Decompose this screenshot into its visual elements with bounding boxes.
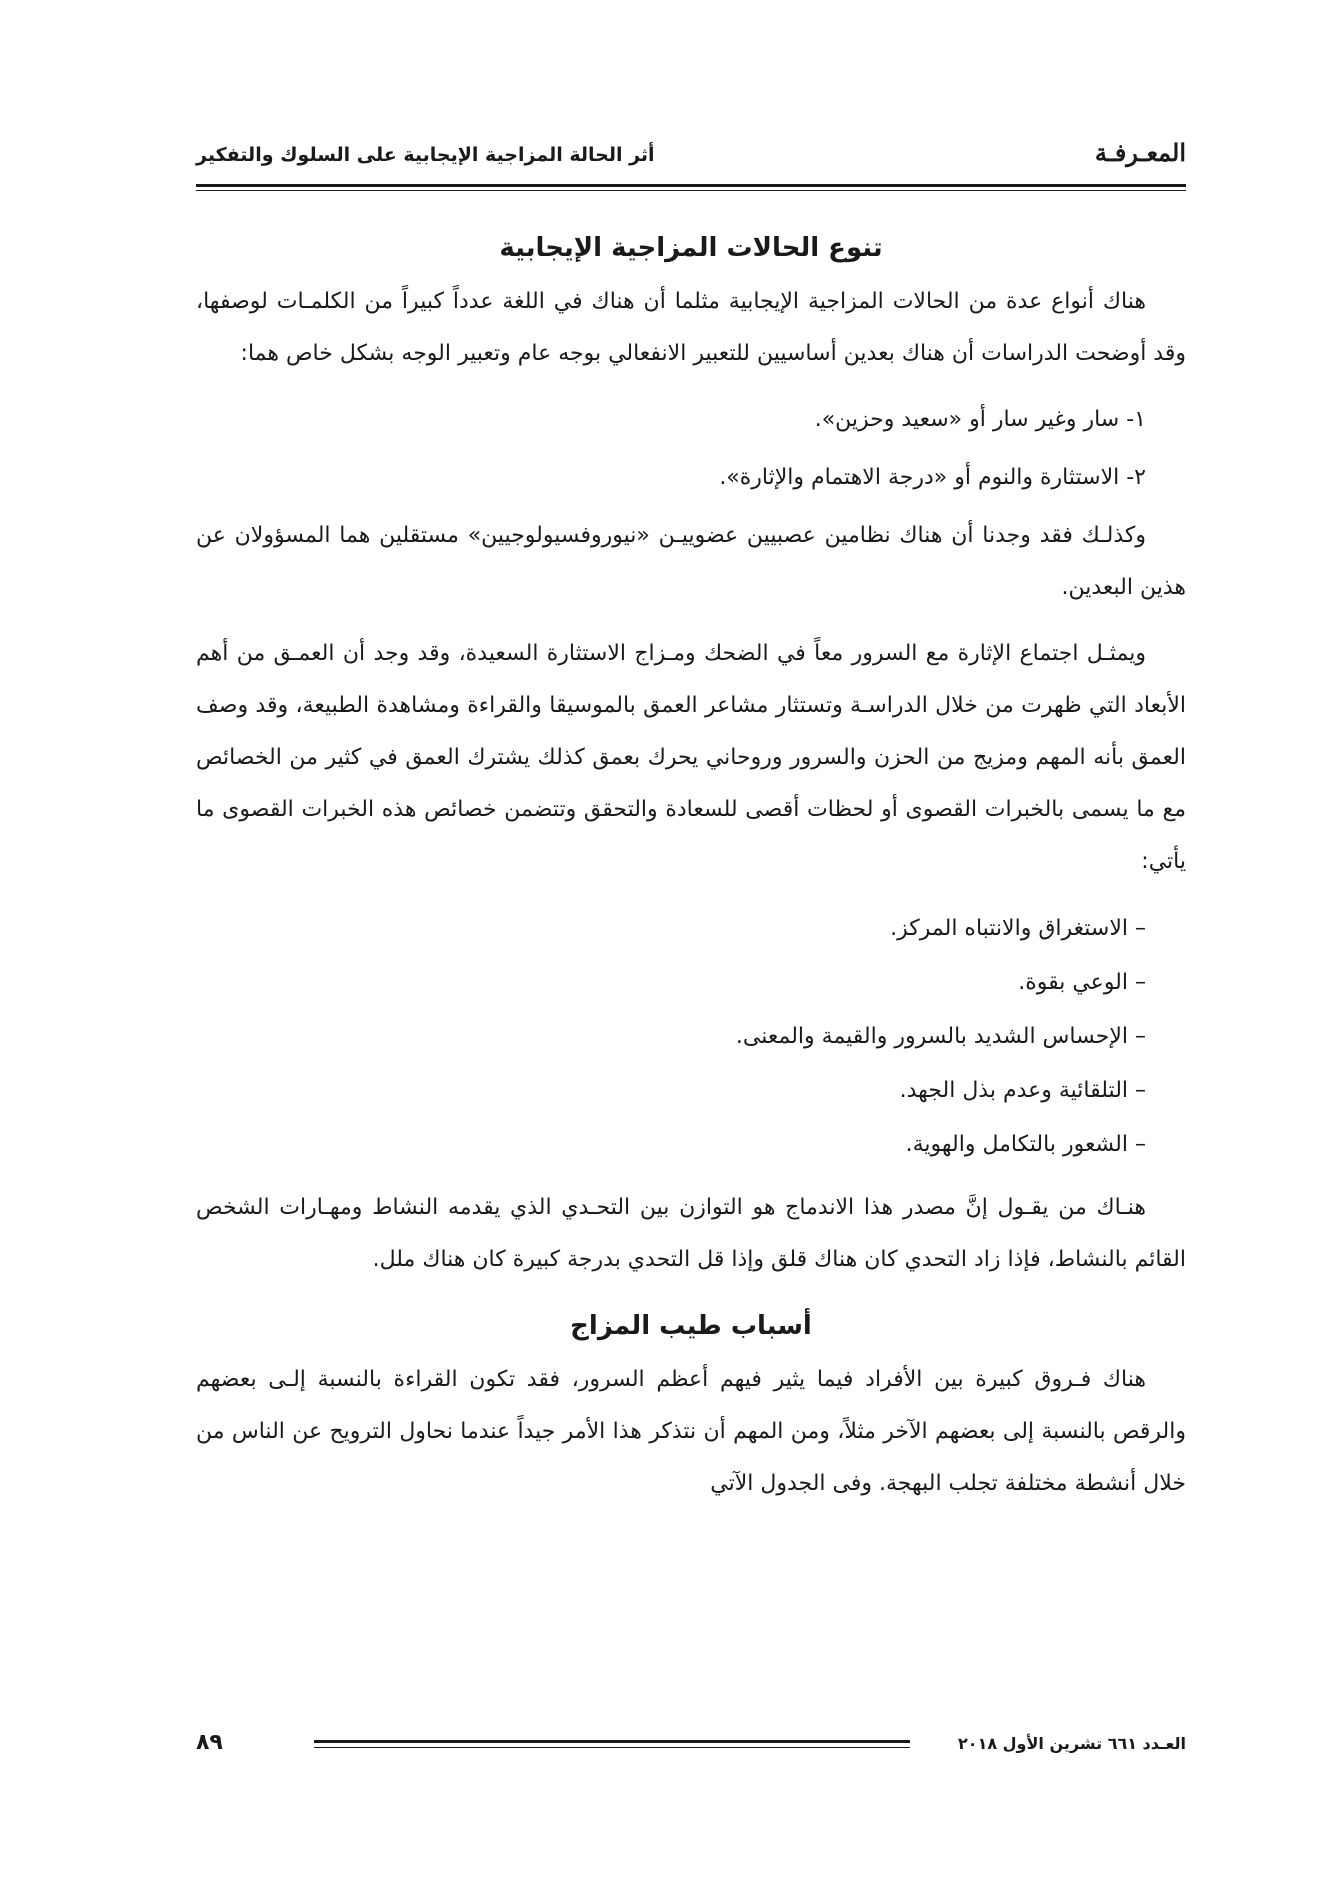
footer-rule (314, 1740, 910, 1743)
footer-rule-thin (314, 1747, 910, 1748)
paragraph: هناك فـروق كبيرة بين الأفراد فيما يثير فيهم أعظم السرور، فقد تكون القراءة بالنسبة إلـى بعضهم والرقص بالنسبة إلى بعضهم الآخر مثلاً، ومن المهم أن نتذكر هذا الأمر جيداً عندما نحاول الترويح عن الناس من خلال أنشطة مختلفة تجلب البهجة. وفى الجدول الآتي (196, 1367, 1186, 1496)
section-heading: أسباب طيب المزاج (570, 1311, 812, 1341)
paragraph: هناك أنواع عدة من الحالات المزاجية الإيجابية مثلما أن هناك في اللغة عدداً كبيراً من الكلمـات لوصفها، وقد أوضحت الدراسات أن هناك بعدين أساسيين للتعبير الانفعالي بوجه عام وتعبير الوجه بشكل خاص هما: (196, 289, 1186, 366)
numbered-item: ١- سار وغير سار أو «سعيد وحزين». (814, 407, 1146, 432)
article-body (196, 226, 1186, 1524)
bullet-item: – الإحساس الشديد بالسرور والقيمة والمعنى. (735, 1024, 1146, 1049)
header-rule (196, 184, 1186, 187)
bullet-list (196, 902, 1186, 1172)
page-header (196, 138, 1186, 178)
header-rule-thin (196, 190, 1186, 191)
bullet-item: – الشعور بالتكامل والهوية. (905, 1132, 1146, 1157)
page-footer (196, 1730, 1186, 1770)
paragraph: ويمثـل اجتماع الإثارة مع السرور معاً في الضحك ومـزاج الاستثارة السعيدة، وقد وجد أن العمـق من أهم الأبعاد التي ظهرت من خلال الدراسـة وتستثار مشاعر العمق بالموسيقا والقراءة ومشاهدة الطبيعة، وقد وصف العمق بأنه المهم ومزيج من الحزن والسرور وروحاني يحرك بعمق كذلك يشترك العمق في كثير من الخصائص مع ما يسمى بالخبرات القصوى أو لحظات أقصى للسعادة والتحقق وتتضمن خصائص هذه الخبرات القصوى ما يأتي: (196, 641, 1186, 874)
magazine-logo: المعـرفـة (1094, 138, 1186, 167)
paragraph: وكذلـك فقد وجدنا أن هناك نظامين عصبيين عضوييـن «نيوروفسيولوجيين» مستقلين هما المسؤولان عن هذين البعدين. (196, 523, 1186, 600)
running-title: أثر الحالة المزاجية الإيجابية على السلوك والتفكير (196, 144, 655, 166)
issue-info: العـدد ٦٦١ تشرين الأول ٢٠١٨ (958, 1734, 1186, 1753)
bullet-item: – الاستغراق والانتباه المركز. (890, 916, 1146, 941)
section-heading: تنوع الحالات المزاجية الإيجابية (499, 233, 883, 263)
bullet-item: – التلقائية وعدم بذل الجهد. (899, 1078, 1146, 1103)
numbered-item: ٢- الاستثارة والنوم أو «درجة الاهتمام والإثارة». (719, 465, 1146, 490)
bullet-item: – الوعي بقوة. (1018, 970, 1146, 995)
page-number: ٨٩ (196, 1730, 223, 1755)
paragraph: هنـاك من يقـول إنَّ مصدر هذا الاندماج هو التوازن بين التحـدي الذي يقدمه النشاط ومهـارات الشخص القائم بالنشاط، فإذا زاد التحدي كان هناك قلق وإذا قل التحدي بدرجة كبيرة كان هناك ملل. (196, 1195, 1186, 1272)
